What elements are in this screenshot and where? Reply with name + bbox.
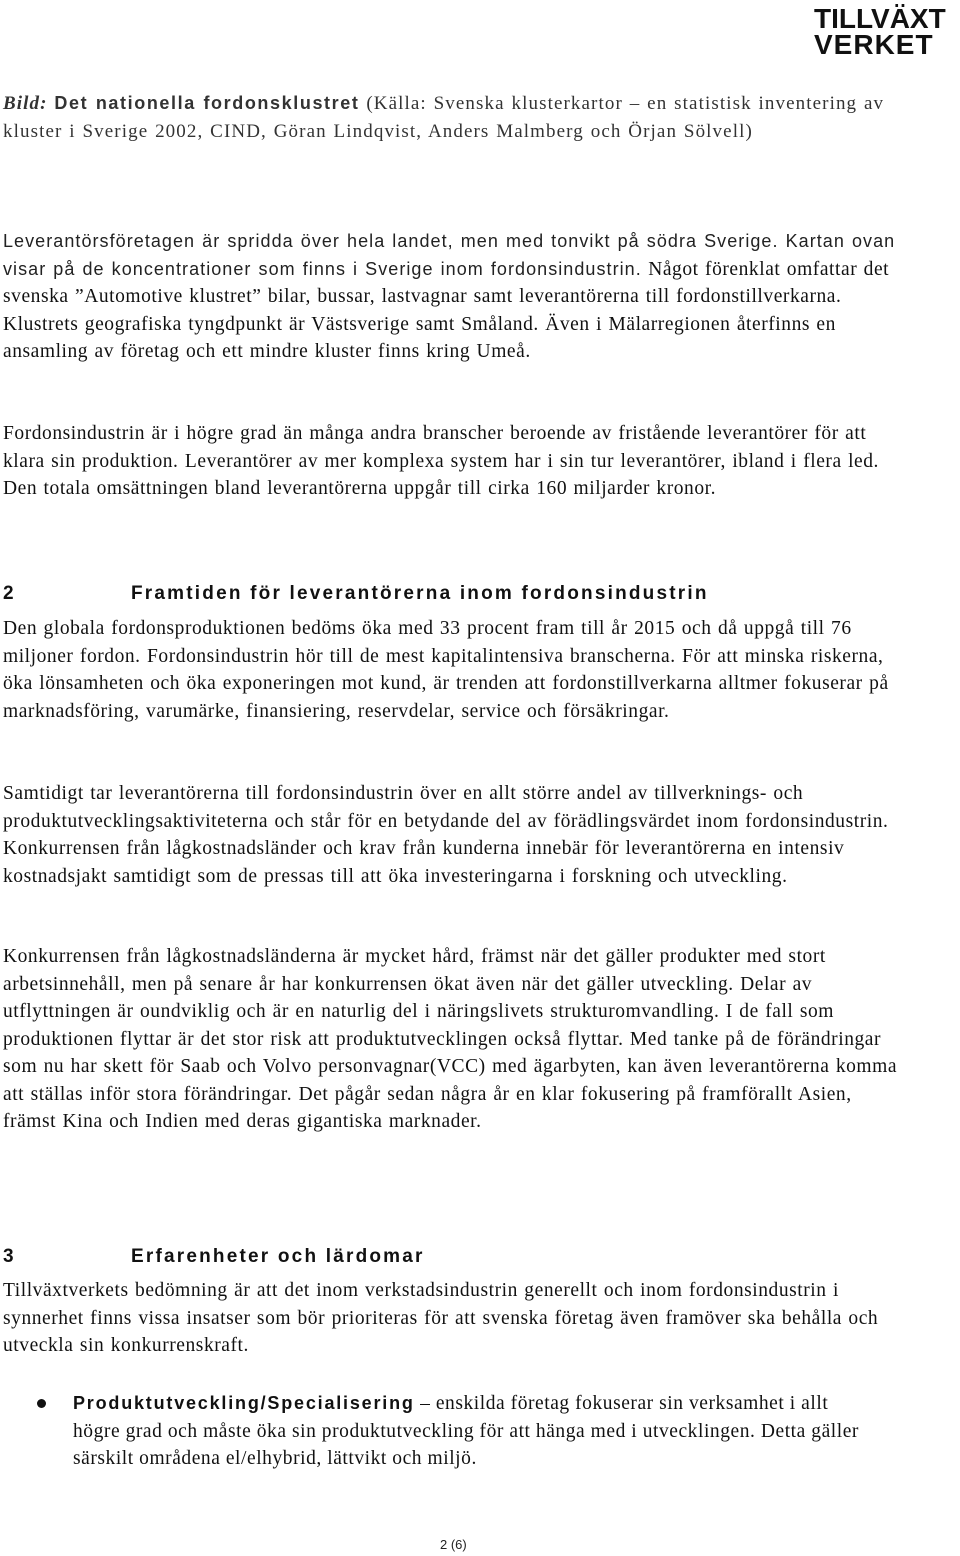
bullet-text: – enskilda företag fokuserar sin verksamhet i allt högre grad och måste öka sin produktutveckling för att hänga med i utvecklingen. Detta gäller särskilt områdena el/elhybrid, lättvikt och miljö.	[73, 1393, 859, 1469]
section-3-number: 3	[3, 1246, 16, 1267]
logo-line-2: VERKET	[814, 29, 934, 60]
bullet-marker	[37, 1399, 46, 1408]
paragraph-bedomning: Tillväxtverkets bedömning är att det inom verkstadsindustrin generellt och inom fordonsindustrin i synnerhet finns vissa insatser som bör prioriteras för att svenska företag även framöver ska behålla och utveckla sin konkurrenskraft.	[3, 1280, 879, 1356]
caption-source: (Källa: Svenska klusterkartor – en statistisk inventering av kluster i Sverige 2002, CIND, Göran Lindqvist, Anders Malmberg och Örjan Sölvell)	[3, 93, 885, 142]
paragraph-leverantorer-intro: Leverantörsföretagen är spridda över hela landet, men med tonvikt på södra Sverige. Kartan ovan visar på de koncentrationer som finns i Sverige inom fordonsindustrin.	[3, 231, 896, 279]
paragraph-fristaende-leverantorer: Fordonsindustrin är i högre grad än många andra branscher beroende av fristående leverantörer för att klara sin produktion. Leverantörer av mer komplexa system har i sin tur leverantörer, ibland i flera led. Den totala omsättningen bland leverantörerna uppgår till cirka 160 miljarder kronor.	[3, 423, 879, 499]
paragraph-global-produktion: Den globala fordonsproduktionen bedöms öka med 33 procent fram till år 2015 och då uppgå till 76 miljoner fordon. Fordonsindustrin hör till de mest kapitalintensiva branscherna. För att minska riskerna, öka lönsamheten och öka exponeringen mot kund, är trenden att fordonstillverkarna alltmer fokuserar på marknadsföring, varumärke, finansiering, reservdelar, service och försäkringar.	[3, 618, 889, 722]
figure-caption	[3, 90, 903, 145]
page-number: 2 (6)	[440, 1537, 467, 1552]
tillvaxtverket-logo	[810, 4, 958, 60]
section-2-title: Framtiden för leverantörerna inom fordonsindustrin	[131, 583, 709, 604]
caption-title: Det nationella fordonsklustret	[54, 93, 360, 113]
logo-line-1: TILLVÄXT	[814, 3, 946, 34]
paragraph-leverantorer-body: Något förenklat omfattar det svenska ”Automotive klustret” bilar, bussar, lastvagnar samt leverantörerna till fordonstillverkarna. Klustrets geografiska tyngdpunkt är Västsverige samt Småland. Även i Mälarregionen återfinns en ansamling av företag och ett mindre kluster finns kring Umeå.	[3, 258, 890, 362]
paragraph-samtidigt: Samtidigt tar leverantörerna till fordonsindustrin över en allt större andel av tillverknings- och produktutvecklingsaktiviteterna och står för en betydande del av förädlingsvärdet inom fordonsindustrin. Konkurrensen från lågkostnadsländer och krav från kunderna innebär för leverantörerna en intensiv kostnadsjakt samtidigt som de pressas till att öka investeringarna i forskning och utveckling.	[3, 783, 889, 887]
paragraph-leverantorer	[3, 228, 903, 366]
caption-label: Bild:	[3, 93, 48, 114]
bullet-item-produktutveckling	[73, 1390, 873, 1473]
section-3-title: Erfarenheter och lärdomar	[131, 1246, 425, 1267]
section-2-number: 2	[3, 583, 16, 604]
bullet-title: Produktutveckling/Specialisering	[73, 1393, 415, 1413]
paragraph-konkurrensen: Konkurrensen från lågkostnadsländerna är mycket hård, främst när det gäller produkter med stort arbetsinnehåll, men på senare år har konkurrensen ökat även när det gäller utveckling. Delar av utflyttningen är oundviklig och är en naturlig del i näringslivets strukturomvandling. I de fall som produktionen flyttar är det stor risk att produktutvecklingen också flyttar. Med tanke på de förändringar som nu har skett för Saab och Volvo personvagnar(VCC) med ägarbyten, kan även leverantörerna komma att ställas inför stora förändringar. Det pågår sedan några år en klar fokusering på framförallt Asien, främst Kina och Indien med deras gigantiska marknader.	[3, 946, 898, 1132]
